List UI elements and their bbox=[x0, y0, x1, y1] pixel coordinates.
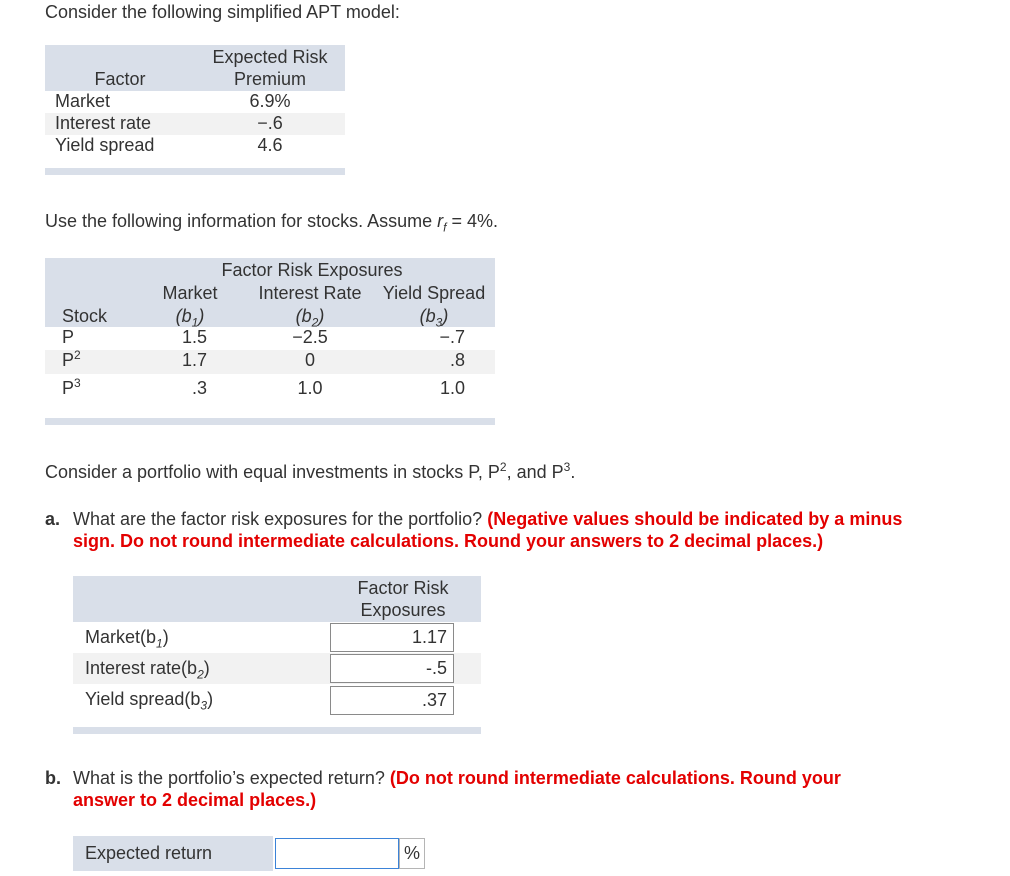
question-a-instruction-1: (Negative values should be indicated by a minus bbox=[487, 509, 903, 529]
col-yield-head: Yield Spread bbox=[382, 283, 486, 303]
apt-row-premium: 6.9% bbox=[249, 91, 291, 111]
col-interest-symbol bbox=[245, 306, 375, 330]
answer-table bbox=[73, 576, 481, 736]
portfolio-sup-2: 2 bbox=[499, 460, 507, 474]
stock-letter: P bbox=[62, 350, 75, 370]
stock-letter: P bbox=[62, 378, 75, 398]
yield-spread-exposure-input[interactable]: .37 bbox=[330, 686, 454, 715]
question-b-text: What is the portfolio’s expected return? bbox=[73, 768, 385, 788]
stock-name bbox=[62, 327, 74, 348]
apt-row bbox=[45, 91, 345, 113]
answer-table-footer-bar bbox=[73, 727, 481, 734]
col-interest-head: Interest Rate bbox=[258, 283, 362, 303]
yield-sub: 3 bbox=[435, 315, 443, 330]
apt-row-premium: −.6 bbox=[257, 113, 283, 133]
apt-head-premium-1: Expected Risk bbox=[212, 47, 328, 67]
stock-interest: −2.5 bbox=[292, 327, 328, 347]
portfolio-text-2: , and P bbox=[506, 462, 564, 482]
answer-head-2: Exposures bbox=[360, 600, 446, 620]
stock-market: .3 bbox=[191, 378, 207, 398]
answer-label-text: Yield spread(b bbox=[85, 689, 201, 709]
market-paren: ) bbox=[198, 306, 205, 326]
portfolio-sup-3: 3 bbox=[563, 460, 571, 474]
stock-row bbox=[45, 327, 495, 350]
question-b-label: b. bbox=[45, 768, 61, 788]
info-text bbox=[45, 211, 499, 235]
answer-label-sub: 2 bbox=[197, 667, 204, 682]
stock-yield: .8 bbox=[449, 350, 465, 370]
answer-row bbox=[73, 684, 481, 715]
intro-text: Consider the following simplified APT model: bbox=[45, 2, 400, 22]
stock-sup: 3 bbox=[74, 376, 81, 390]
apt-row bbox=[45, 135, 345, 157]
market-sub: 1 bbox=[191, 315, 199, 330]
question-b-instruction-1: (Do not round intermediate calculations. Round your bbox=[389, 768, 841, 788]
market-sym: (b bbox=[175, 306, 192, 326]
stock-interest: 1.0 bbox=[297, 378, 323, 398]
stock-table-footer-bar bbox=[45, 418, 495, 425]
answer-row bbox=[73, 653, 481, 684]
rf-symbol: r bbox=[437, 211, 444, 231]
question-a-instruction-2: sign. Do not round intermediate calculations. Round your answers to 2 decimal places.) bbox=[73, 531, 824, 551]
answer-label-sub: 1 bbox=[156, 636, 163, 651]
apt-head-premium-2: Premium bbox=[233, 69, 306, 89]
yield-sym: (b bbox=[419, 306, 436, 326]
interest-paren: ) bbox=[318, 306, 325, 326]
stock-row bbox=[45, 374, 495, 402]
answer-label-close: ) bbox=[162, 627, 169, 647]
stock-market: 1.5 bbox=[181, 327, 207, 347]
stock-name bbox=[62, 378, 81, 399]
col-stock-head: Stock bbox=[62, 306, 108, 326]
stock-sup: 2 bbox=[74, 348, 81, 362]
stock-name bbox=[62, 350, 81, 371]
info-text-main: Use the following information for stocks. Assume bbox=[45, 211, 438, 231]
stock-table bbox=[45, 258, 495, 426]
col-market-symbol bbox=[145, 306, 235, 330]
apt-head-factor: Factor bbox=[94, 69, 146, 89]
expected-return-label: Expected return bbox=[85, 843, 213, 863]
question-b-instruction-2: answer to 2 decimal places.) bbox=[73, 790, 317, 810]
expected-return-input[interactable] bbox=[275, 838, 399, 869]
interest-rate-exposure-input[interactable]: -.5 bbox=[330, 654, 454, 683]
question-a-label: a. bbox=[45, 509, 61, 529]
answer-label-sub: 3 bbox=[200, 698, 208, 713]
answer-row-label bbox=[85, 627, 169, 651]
apt-table bbox=[45, 45, 345, 175]
portfolio-text-1: Consider a portfolio with equal investments in stocks P, P bbox=[45, 462, 500, 482]
answer-label-text: Market(b bbox=[85, 627, 157, 647]
apt-row-factor: Market bbox=[55, 91, 111, 111]
answer-label-text: Interest rate(b bbox=[85, 658, 198, 678]
market-exposure-input[interactable]: 1.17 bbox=[330, 623, 454, 652]
stock-market: 1.7 bbox=[181, 350, 207, 370]
stock-group-head: Factor Risk Exposures bbox=[221, 260, 403, 280]
percent-unit: % bbox=[403, 843, 420, 863]
col-yield-symbol bbox=[375, 306, 493, 330]
apt-row-premium: 4.6 bbox=[257, 135, 283, 155]
rf-subscript: f bbox=[443, 220, 447, 235]
apt-row bbox=[45, 113, 345, 135]
interest-sym: (b bbox=[295, 306, 312, 326]
answer-label-close: ) bbox=[203, 658, 210, 678]
percent-unit-box bbox=[399, 838, 425, 869]
stock-interest: 0 bbox=[304, 350, 315, 370]
question-a bbox=[73, 509, 902, 530]
expected-return-row bbox=[73, 836, 433, 871]
interest-sub: 2 bbox=[311, 315, 319, 330]
answer-row-label bbox=[85, 658, 210, 682]
stock-letter: P bbox=[62, 327, 75, 347]
apt-table-footer-bar bbox=[45, 168, 345, 175]
answer-label-close: ) bbox=[207, 689, 214, 709]
apt-row-factor: Yield spread bbox=[55, 135, 155, 155]
yield-paren: ) bbox=[442, 306, 449, 326]
stock-row bbox=[45, 350, 495, 374]
answer-row bbox=[73, 622, 481, 653]
rf-value: = 4%. bbox=[446, 211, 499, 231]
col-market-head: Market bbox=[162, 283, 218, 303]
question-b bbox=[73, 768, 841, 789]
portfolio-text-3: . bbox=[570, 462, 576, 482]
question-a-text: What are the factor risk exposures for the portfolio? bbox=[73, 509, 483, 529]
stock-yield: 1.0 bbox=[439, 378, 465, 398]
apt-row-factor: Interest rate bbox=[55, 113, 152, 133]
stock-yield: −.7 bbox=[439, 327, 465, 347]
answer-row-label bbox=[85, 689, 214, 713]
answer-head-1: Factor Risk bbox=[357, 578, 449, 598]
portfolio-text bbox=[45, 462, 575, 483]
